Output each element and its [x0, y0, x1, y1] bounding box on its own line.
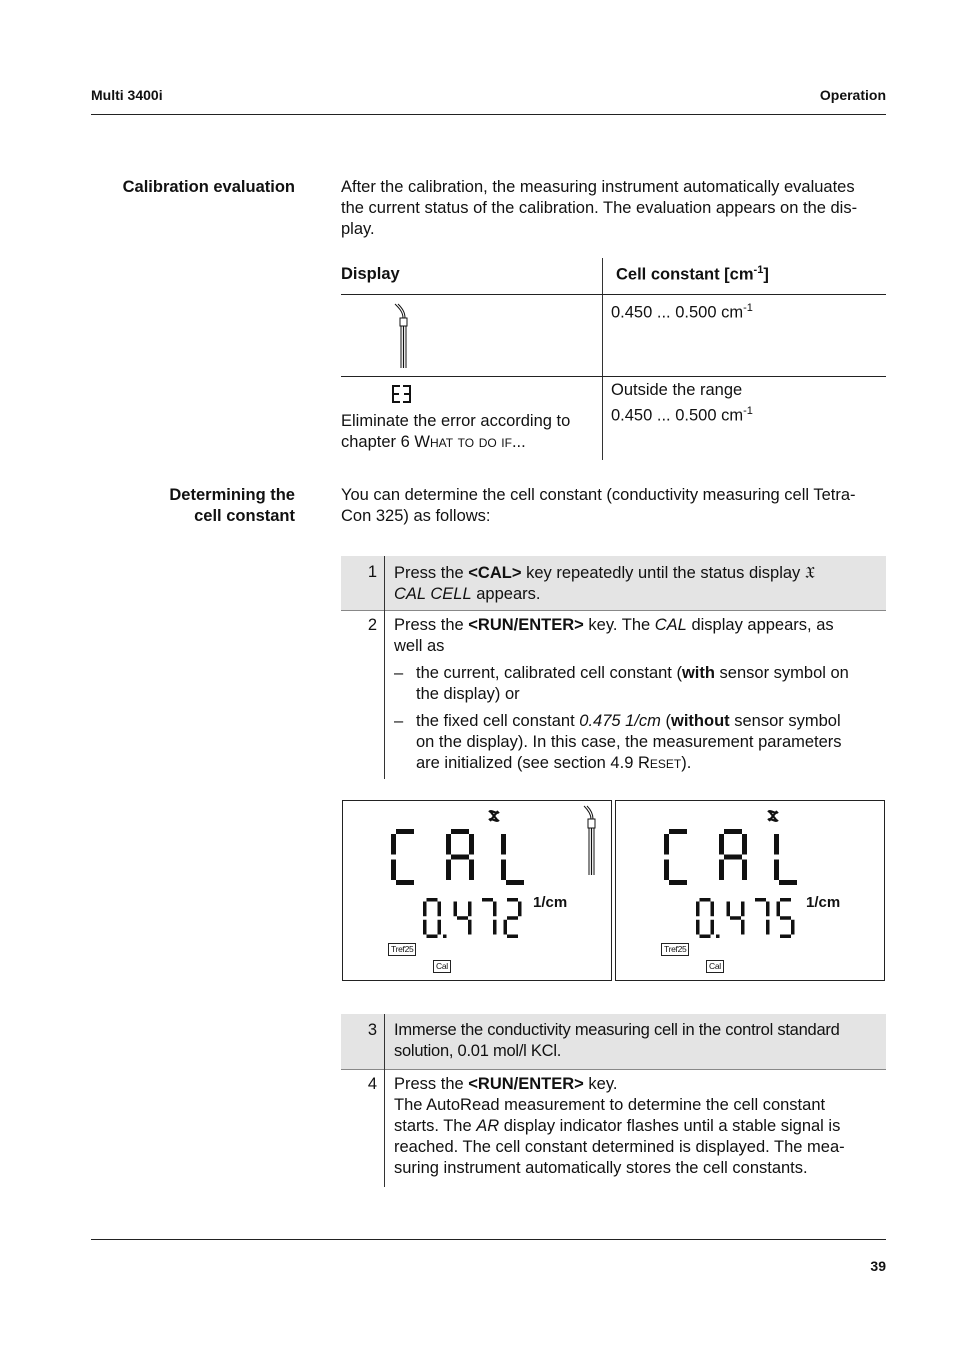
chapter-reference: What to do if	[414, 433, 512, 451]
section-heading-eval: Calibration evaluation	[122, 178, 295, 196]
lcd-segment	[780, 898, 791, 902]
step-line	[394, 1074, 879, 1095]
lcd-segment	[468, 902, 472, 917]
lcd-display-right	[615, 800, 885, 981]
value-line	[611, 401, 753, 427]
conductivity-icon	[766, 809, 780, 823]
lcd-segment	[711, 920, 715, 935]
lcd-segment	[493, 920, 497, 935]
lcd-segment	[755, 898, 766, 902]
step-line: reached. The cell constant determined is displayed. The mea-	[394, 1138, 845, 1156]
bullet-item	[394, 663, 879, 705]
step-row	[341, 556, 886, 610]
lcd-segment	[457, 916, 468, 920]
text-span: Press the	[394, 1075, 469, 1093]
lcd-segment	[724, 829, 742, 834]
eval-intro	[341, 177, 887, 240]
lcd-segment	[741, 902, 745, 917]
value-sup: -1	[743, 405, 753, 417]
value-sup: -1	[743, 302, 753, 314]
tref-indicator: Tref25	[661, 943, 689, 956]
lcd-segment	[391, 834, 396, 855]
section-heading-determine	[169, 485, 295, 527]
sensor-icon	[391, 302, 415, 372]
lcd-segment	[696, 920, 700, 935]
lcd-segment	[741, 920, 745, 935]
text-span: display indicator flashes until a stable signal is	[499, 1117, 841, 1135]
value-line: Outside the range	[611, 381, 743, 399]
sensor-icon	[581, 805, 601, 877]
lcd-segment	[396, 829, 414, 834]
lcd-unit: 1/cm	[533, 894, 568, 911]
lcd-segment	[669, 829, 687, 834]
step-line	[394, 615, 879, 636]
lcd-decimal-point	[716, 935, 720, 939]
step-line: The AutoRead measurement to determine the cell constant	[394, 1096, 826, 1114]
heading-line: cell constant	[194, 507, 295, 525]
lcd-segment	[696, 902, 700, 917]
lcd-segment	[719, 860, 724, 881]
conductivity-icon: 𝔛	[804, 563, 816, 582]
lcd-segment	[451, 855, 469, 860]
text-span: key. The	[583, 616, 655, 634]
cal-indicator: Cal	[706, 960, 724, 973]
step-number: 3	[367, 1021, 377, 1039]
header-left: Multi 3400i	[91, 87, 163, 103]
lcd-main-text	[389, 827, 539, 891]
eval-intro-line: the current status of the calibration. The evaluation appears on the dis-	[341, 199, 858, 217]
lcd-value	[421, 896, 531, 942]
lcd-segment	[664, 860, 669, 881]
step-line: solution, 0.01 mol/l KCl.	[394, 1042, 562, 1060]
text-span: sensor symbol on	[714, 664, 849, 682]
lcd-value-label	[343, 801, 344, 802]
lcd-segment	[482, 898, 493, 902]
lcd-segment	[468, 920, 472, 935]
step-number: 4	[367, 1075, 377, 1093]
lcd-segment	[469, 834, 474, 855]
lcd-segment	[451, 829, 469, 834]
table-rule	[341, 376, 886, 377]
table-header-display: Display	[341, 265, 400, 283]
lcd-segment	[742, 834, 747, 855]
text-span: with	[681, 664, 715, 682]
steps-table-a	[341, 556, 886, 779]
header-text: ]	[763, 265, 769, 284]
text-span: 0.475 1/cm	[579, 712, 661, 730]
lcd-segment	[711, 902, 715, 917]
text-span: starts. The	[394, 1117, 477, 1135]
value-text: 0.450 ... 0.500 cm	[611, 303, 744, 322]
lcd-segment	[730, 916, 741, 920]
section-reference: Reset	[637, 754, 682, 772]
conductivity-icon	[487, 809, 501, 823]
lcd-value-label	[616, 801, 617, 802]
lcd-segment	[391, 860, 396, 881]
table-rule	[341, 294, 886, 295]
lcd-segment	[423, 920, 427, 935]
steps-divider	[384, 1014, 385, 1187]
text-span: the display) or	[416, 685, 520, 703]
lcd-value	[694, 896, 804, 942]
text-span: key repeatedly until the status display	[521, 564, 805, 582]
lcd-segment	[518, 902, 522, 917]
lcd-segment	[427, 898, 438, 902]
key-run-enter: <RUN/ENTER>	[468, 1075, 584, 1093]
row2-display-text	[341, 411, 570, 453]
error-e3-icon	[391, 384, 413, 404]
lcd-segment	[669, 880, 687, 885]
row1-value	[611, 298, 753, 324]
lcd-segment	[438, 920, 442, 935]
step-text	[394, 1074, 879, 1179]
lcd-segment	[427, 935, 438, 939]
key-run-enter: <RUN/ENTER>	[468, 616, 584, 634]
lcd-segment	[774, 834, 779, 855]
lcd-segment	[396, 880, 414, 885]
text-span: on the display). In this case, the measurement parameters	[416, 733, 842, 751]
bullet-item	[394, 711, 879, 774]
lcd-segment	[780, 935, 791, 939]
text-span: without	[671, 712, 730, 730]
header-right: Operation	[819, 87, 886, 103]
table-divider	[602, 258, 603, 460]
lcd-segment	[779, 880, 797, 885]
eval-intro-line: play.	[341, 220, 375, 238]
step-text	[394, 615, 879, 774]
lcd-segment	[501, 860, 506, 881]
step-text	[394, 562, 879, 605]
step-line: Immerse the conductivity measuring cell in the control standard	[394, 1021, 840, 1039]
lcd-segment	[446, 834, 451, 855]
indicator-name: AR	[476, 1117, 500, 1135]
table-header-cell-constant	[616, 264, 769, 285]
lcd-unit: 1/cm	[806, 894, 841, 911]
lcd-segment	[777, 902, 781, 917]
steps-table-b	[341, 1014, 886, 1187]
header-sup: -1	[753, 264, 764, 276]
lcd-segment	[507, 916, 518, 920]
text-span: chapter 6	[341, 433, 415, 451]
lcd-segment	[454, 902, 458, 917]
error-symbol-text	[341, 258, 342, 259]
lcd-main-text	[662, 827, 812, 891]
cal-indicator: Cal	[433, 960, 451, 973]
lcd-segment	[493, 902, 497, 917]
row2-value	[611, 380, 753, 427]
steps-divider	[384, 556, 385, 779]
lcd-segment	[664, 834, 669, 855]
lcd-segment	[780, 916, 791, 920]
lcd-segment	[504, 920, 508, 935]
eval-intro-line: After the calibration, the measuring instrument automatically evaluates	[341, 178, 855, 196]
lcd-segment	[469, 860, 474, 881]
text-span: the current, calibrated cell constant (	[416, 664, 682, 682]
determine-intro	[341, 485, 887, 527]
page-number: 39	[870, 1258, 886, 1274]
text-span: the fixed cell constant	[416, 712, 580, 730]
bullet-dash: –	[394, 664, 404, 682]
text-span: sensor symbol	[729, 712, 841, 730]
text-span: Press the	[394, 616, 469, 634]
lcd-segment	[507, 898, 518, 902]
text-span: appears.	[471, 585, 541, 603]
intro-line: Con 325) as follows:	[341, 507, 491, 525]
lcd-decimal-point	[443, 935, 447, 939]
text-span: display appears, as	[686, 616, 834, 634]
lcd-segment	[700, 935, 711, 939]
header-text: Cell constant [cm	[616, 265, 754, 284]
footer-rule	[91, 1239, 886, 1240]
lcd-segment	[423, 902, 427, 917]
heading-line: Determining the	[169, 486, 295, 504]
lcd-segment	[501, 834, 506, 855]
lcd-segment	[719, 834, 724, 855]
lcd-segment	[727, 902, 731, 917]
step-line	[394, 1116, 879, 1137]
step-line: suring instrument automatically stores the cell constants.	[394, 1159, 808, 1177]
lcd-segment	[446, 860, 451, 881]
lcd-segment	[742, 860, 747, 881]
text-span: are initialized (see section 4.9	[416, 754, 638, 772]
step-row	[341, 611, 886, 779]
display-text-line	[341, 432, 570, 453]
bullet-dash: –	[394, 712, 404, 730]
lcd-segment	[766, 902, 770, 917]
text-span: key.	[583, 1075, 618, 1093]
step-row	[341, 1014, 886, 1069]
lcd-segment	[774, 860, 779, 881]
header-rule	[91, 114, 886, 115]
step-row	[341, 1070, 886, 1187]
step-line: well as	[394, 637, 445, 655]
value-text: 0.450 ... 0.500 cm	[611, 406, 744, 425]
text-span: (	[660, 712, 671, 730]
status-text: CAL CELL	[394, 585, 472, 603]
intro-line: You can determine the cell constant (conductivity measuring cell Tetra-	[341, 486, 856, 504]
lcd-segment	[438, 902, 442, 917]
lcd-segment	[700, 898, 711, 902]
display-name: CAL	[654, 616, 687, 634]
tref-indicator: Tref25	[388, 943, 416, 956]
lcd-segment	[766, 920, 770, 935]
text-span: ).	[681, 754, 692, 772]
step-text	[394, 1020, 879, 1062]
lcd-segment	[506, 880, 524, 885]
step-number: 1	[367, 563, 377, 581]
step-number: 2	[367, 616, 377, 634]
display-text-line: Eliminate the error according to	[341, 412, 571, 430]
lcd-display-left	[342, 800, 612, 981]
text-span: ...	[511, 433, 526, 451]
key-cal: <CAL>	[468, 564, 522, 582]
lcd-segment	[791, 920, 795, 935]
lcd-segment	[724, 855, 742, 860]
text-span: Press the	[394, 564, 469, 582]
lcd-segment	[507, 935, 518, 939]
